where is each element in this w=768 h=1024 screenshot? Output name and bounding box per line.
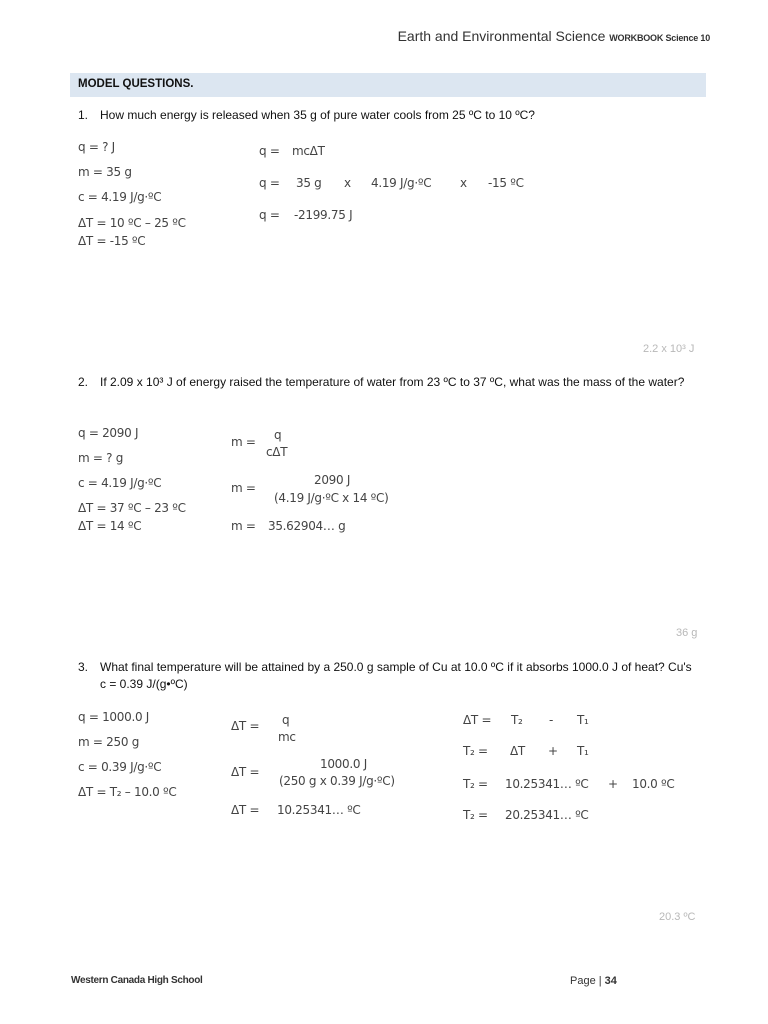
question-text: How much energy is released when 35 g of pure water cools from 25 ºC to 10 ºC? bbox=[100, 108, 535, 122]
question-number: 3. bbox=[78, 660, 89, 674]
work-lhs: ΔT = bbox=[463, 713, 492, 727]
work-rhs: -2199.75 J bbox=[294, 208, 353, 222]
given-line: q = 2090 J bbox=[78, 426, 139, 440]
header-subtitle: WORKBOOK Science 10 bbox=[609, 33, 710, 43]
work-lhs: T₂ = bbox=[463, 744, 488, 758]
fraction-denominator: (250 g x 0.39 J/g·ºC) bbox=[279, 774, 395, 788]
given-line: m = ? g bbox=[78, 451, 124, 465]
fraction-numerator: q bbox=[274, 428, 282, 442]
given-line: c = 0.39 J/g·ºC bbox=[78, 760, 162, 774]
question-text: If 2.09 x 10³ J of energy raised the temperature of water from 23 ºC to 37 ºC, what was the mass of the water? bbox=[100, 375, 685, 389]
work-term: 10.0 ºC bbox=[632, 777, 675, 791]
given-line: ΔT = T₂ – 10.0 ºC bbox=[78, 785, 177, 799]
page-number bbox=[570, 975, 617, 987]
answer: 36 g bbox=[676, 627, 698, 639]
fraction-denominator: (4.19 J/g·ºC x 14 ºC) bbox=[274, 491, 389, 505]
work-lhs: m = bbox=[231, 481, 256, 495]
given-line: c = 4.19 J/g·ºC bbox=[78, 476, 162, 490]
work-term: 35 g bbox=[296, 176, 322, 190]
question-3 bbox=[78, 659, 708, 695]
work-lhs: q = bbox=[259, 208, 280, 222]
page-label: Page | bbox=[570, 975, 602, 987]
work-rhs: mcΔT bbox=[292, 144, 325, 158]
work-term: 10.25341… ºC bbox=[505, 777, 589, 791]
work-lhs: q = bbox=[259, 144, 280, 158]
answer: 20.3 ºC bbox=[659, 911, 696, 923]
given-line: c = 4.19 J/g·ºC bbox=[78, 190, 162, 204]
work-term: 4.19 J/g·ºC bbox=[371, 176, 432, 190]
fraction-denominator: mc bbox=[278, 730, 296, 744]
work-lhs: T₂ = bbox=[463, 808, 488, 822]
fraction-numerator: q bbox=[282, 713, 290, 727]
work-lhs: m = bbox=[231, 435, 256, 449]
work-rhs: 35.62904… g bbox=[268, 519, 346, 533]
question-text: What final temperature will be attained by a 250.0 g sample of Cu at 10.0 ºC if it absorbs 1000.0 J of heat? Cu's c = 0.39 J/(g•ºC) bbox=[100, 660, 692, 691]
given-line: ΔT = 37 ºC – 23 ºC bbox=[78, 501, 186, 515]
work-term: T₂ bbox=[511, 713, 523, 727]
work-operator: + bbox=[608, 777, 618, 791]
given-line: q = 1000.0 J bbox=[78, 710, 150, 724]
fraction-numerator: 1000.0 J bbox=[320, 757, 367, 771]
fraction-denominator: cΔT bbox=[266, 445, 288, 459]
work-rhs: 10.25341… ºC bbox=[277, 803, 361, 817]
work-operator: x bbox=[460, 176, 467, 190]
work-lhs: m = bbox=[231, 519, 256, 533]
page-header bbox=[398, 28, 710, 44]
page-number-value: 34 bbox=[604, 975, 617, 987]
work-lhs: ΔT = bbox=[231, 765, 260, 779]
given-line: ΔT = 10 ºC – 25 ºC bbox=[78, 216, 186, 230]
question-number: 1. bbox=[78, 108, 89, 122]
question-1 bbox=[78, 107, 698, 124]
given-line: q = ? J bbox=[78, 140, 115, 154]
section-title: MODEL QUESTIONS. bbox=[70, 73, 706, 97]
given-line: m = 250 g bbox=[78, 735, 140, 749]
question-2 bbox=[78, 374, 698, 410]
work-lhs: ΔT = bbox=[231, 719, 260, 733]
work-term: -15 ºC bbox=[488, 176, 524, 190]
header-title: Earth and Environmental Science bbox=[397, 28, 606, 44]
work-term: T₁ bbox=[577, 713, 589, 727]
given-line: ΔT = 14 ºC bbox=[78, 519, 142, 533]
footer-school: Western Canada High School bbox=[71, 975, 203, 986]
work-term: ΔT bbox=[510, 744, 525, 758]
given-line: ΔT = -15 ºC bbox=[78, 234, 146, 248]
work-lhs: q = bbox=[259, 176, 280, 190]
work-operator: + bbox=[548, 744, 558, 758]
work-term: 20.25341… ºC bbox=[505, 808, 589, 822]
work-term: T₁ bbox=[577, 744, 589, 758]
answer: 2.2 x 10³ J bbox=[643, 343, 695, 355]
work-operator: x bbox=[344, 176, 351, 190]
work-operator: - bbox=[549, 713, 554, 727]
work-lhs: ΔT = bbox=[231, 803, 260, 817]
fraction-numerator: 2090 J bbox=[314, 473, 351, 487]
given-line: m = 35 g bbox=[78, 165, 132, 179]
work-lhs: T₂ = bbox=[463, 777, 488, 791]
question-number: 2. bbox=[78, 375, 89, 389]
